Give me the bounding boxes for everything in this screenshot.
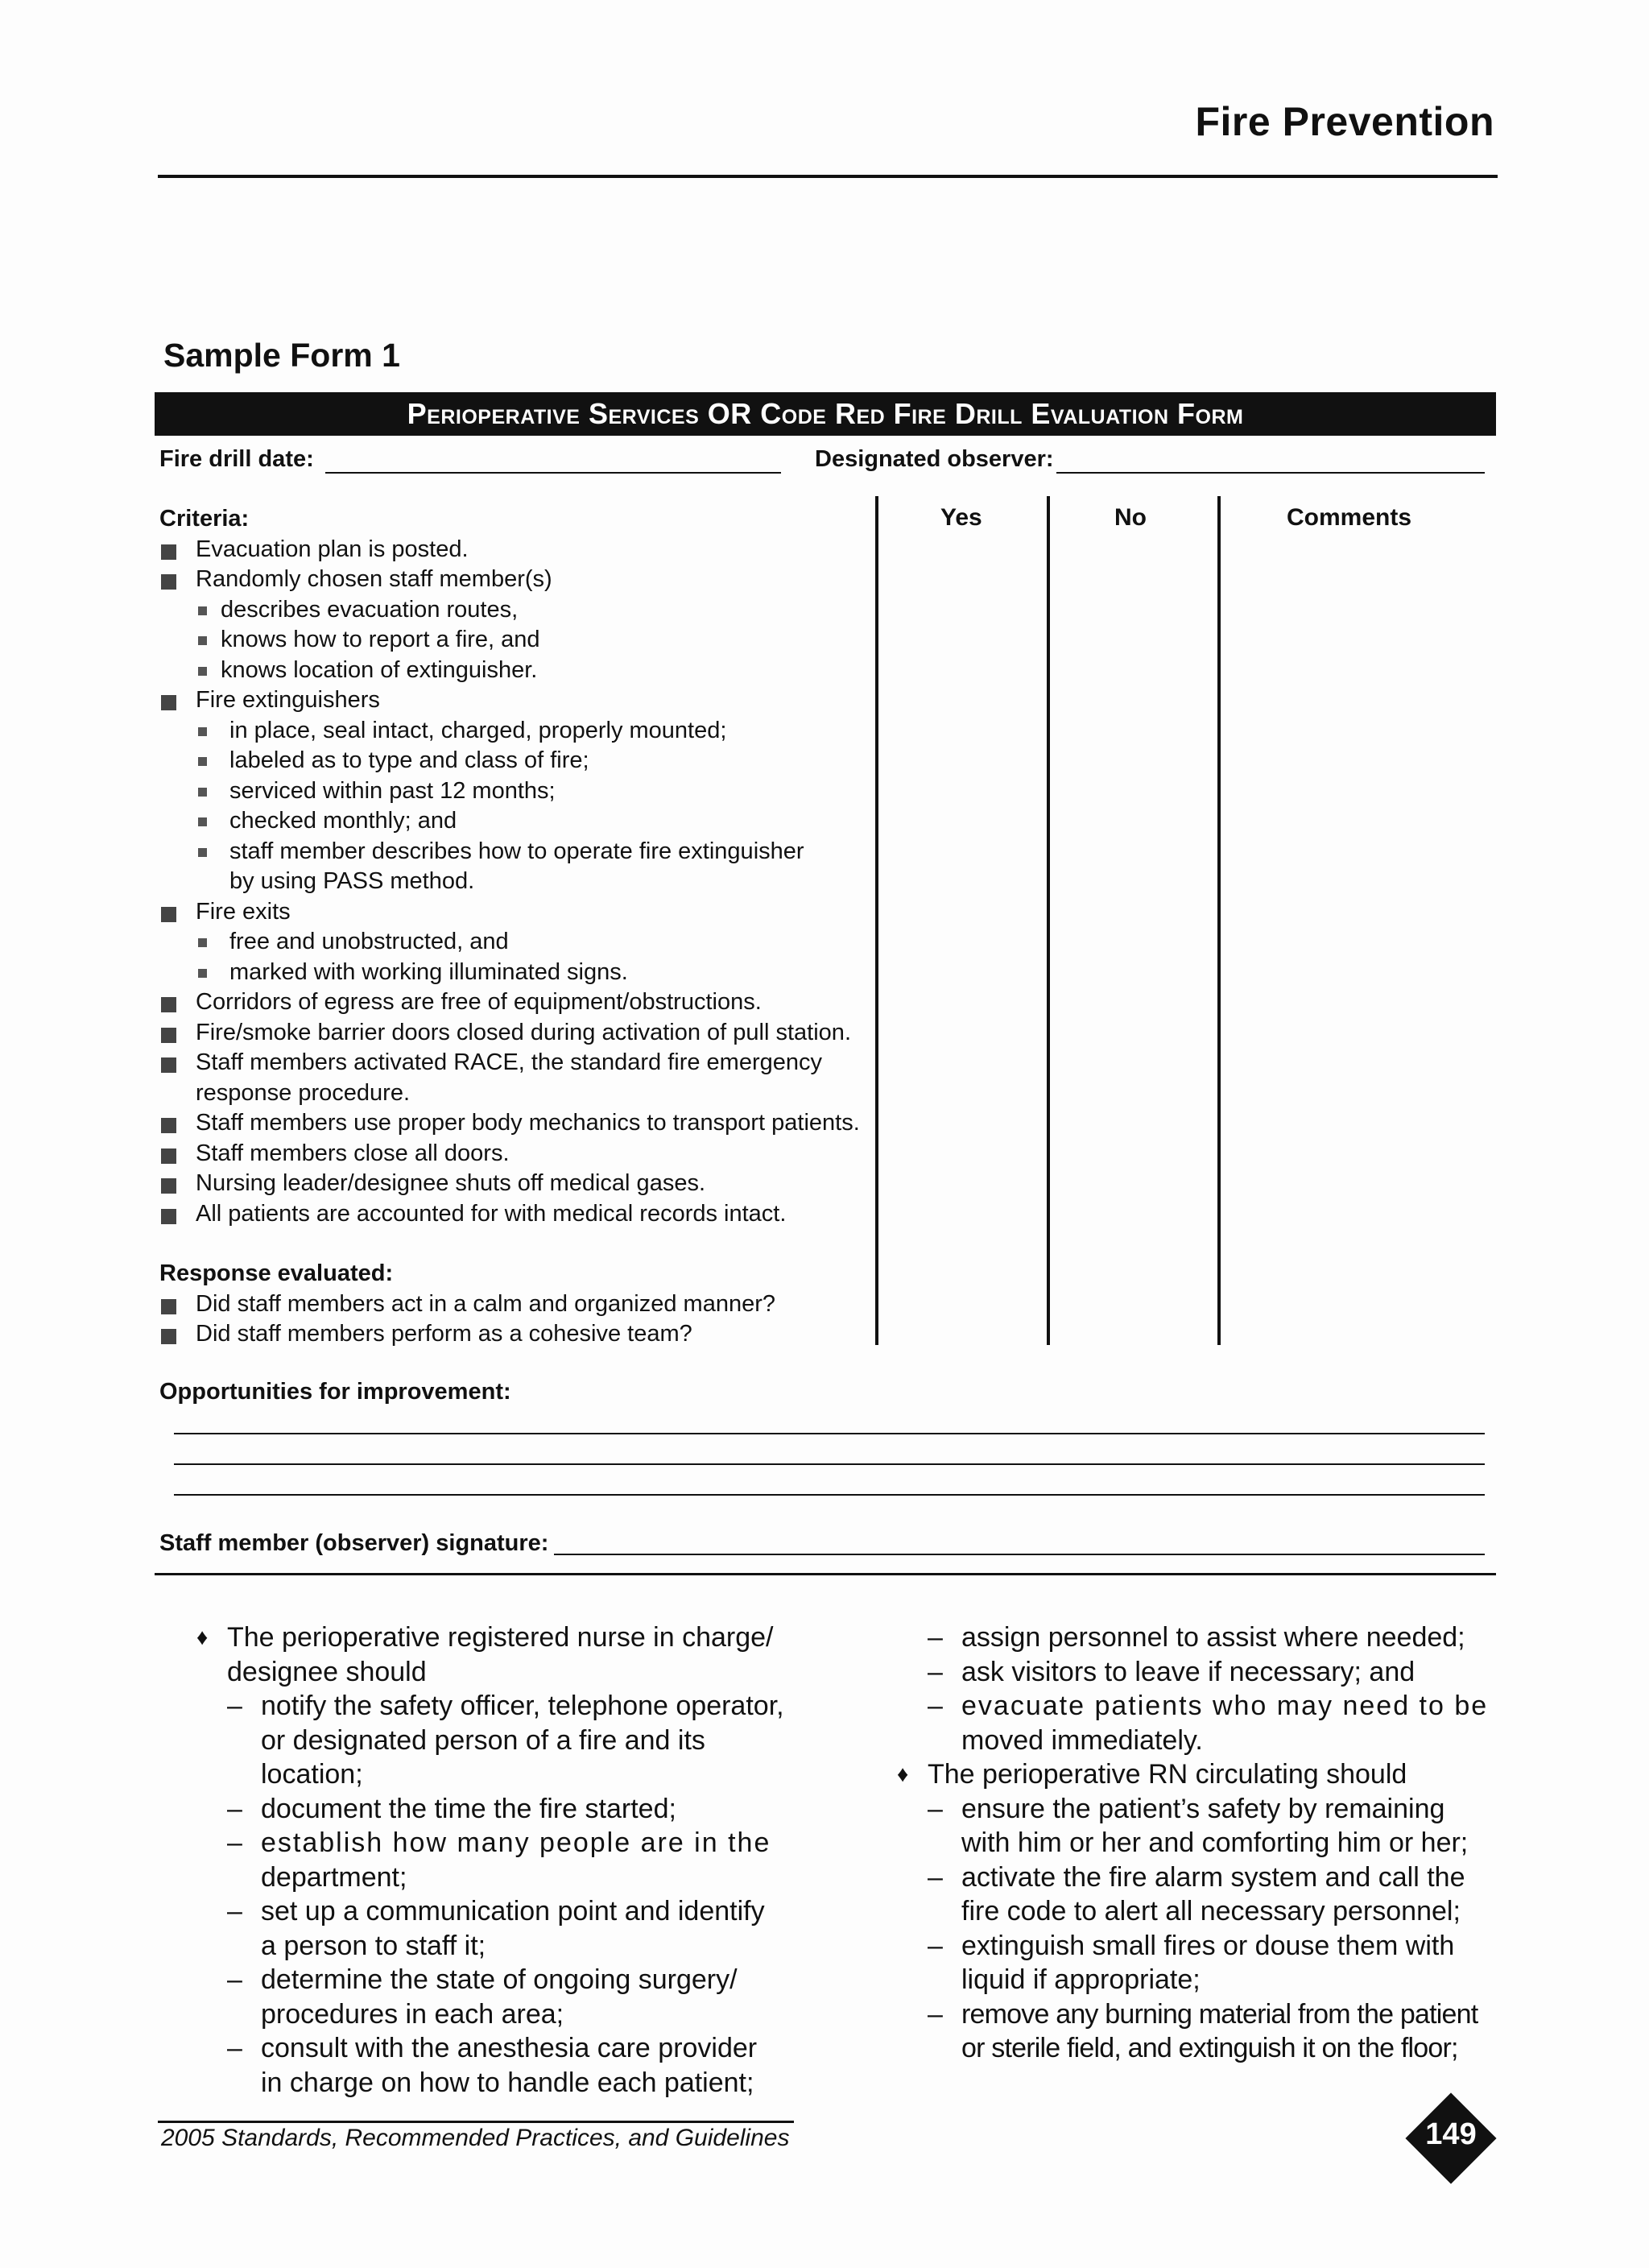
form-banner: Perioperative Services OR Code Red Fire Drill Evaluation Form <box>155 392 1496 436</box>
dash-item-continued: fire code to alert all necessary personnel; <box>961 1896 1461 1927</box>
dash-mark: – <box>227 1964 242 1995</box>
criteria-item: Fire exits <box>159 897 884 928</box>
dash-item-continued: procedures in each area; <box>261 1998 564 2030</box>
criteria-item-continued: response procedure. <box>196 1079 410 1106</box>
designated-observer-label: Designated observer: <box>815 446 1054 472</box>
criteria-item: Evacuation plan is posted. <box>159 535 884 565</box>
dash-item: – evacuate patients who may need to be <box>897 1689 1493 1724</box>
diamond-bullet-icon: ♦ <box>897 1761 909 1786</box>
dash-mark: – <box>928 1793 943 1824</box>
page-number: 149 <box>1425 2117 1477 2151</box>
criteria-subitem-continued: by using PASS method. <box>229 868 475 894</box>
criteria-subitem: in place, seal intact, charged, properly mounted; <box>159 716 884 747</box>
dash-mark: – <box>227 1691 242 1721</box>
dash-mark: – <box>227 1827 244 1858</box>
designated-observer-line[interactable] <box>1056 472 1485 474</box>
body-column-left <box>196 1620 792 2100</box>
dash-mark: – <box>227 1793 242 1824</box>
dash-item: – set up a communication point and identify <box>196 1894 792 1929</box>
criteria-item: Staff members activated RACE, the standard fire emergency <box>159 1048 884 1078</box>
dash-item: – document the time the fire started; <box>196 1792 792 1827</box>
dash-item-continued: moved immediately. <box>961 1724 1203 1756</box>
header-rule <box>158 175 1498 178</box>
footer-publication: 2005 Standards, Recommended Practices, and Guidelines <box>161 2125 790 2151</box>
column-header-comments: Comments <box>1287 504 1412 531</box>
criteria-item: All patients are accounted for with medical records intact. <box>159 1199 884 1230</box>
spacer <box>159 1229 884 1259</box>
dash-mark: – <box>928 1656 943 1687</box>
criteria-subitem: knows how to report a fire, and <box>159 625 884 656</box>
criteria-subitem: describes evacuation routes, <box>159 595 884 626</box>
dash-mark: – <box>928 1622 943 1653</box>
signature-line[interactable] <box>554 1554 1485 1555</box>
form-title: Sample Form 1 <box>163 337 400 374</box>
bullet-item: ♦ The perioperative registered nurse in charge/ <box>196 1620 792 1655</box>
diamond-bullet-icon: ♦ <box>196 1624 209 1649</box>
dash-item: – activate the fire alarm system and call the <box>897 1860 1493 1895</box>
dash-item: – consult with the anesthesia care provider <box>196 2031 792 2066</box>
criteria-item: Nursing leader/designee shuts off medical gases. <box>159 1169 884 1199</box>
fire-drill-date-label: Fire drill date: <box>159 446 314 472</box>
dash-item-continued: or sterile field, and extinguish it on the floor; <box>961 2033 1458 2063</box>
criteria-subitem: knows location of extinguisher. <box>159 656 884 686</box>
criteria-item: Staff members close all doors. <box>159 1139 884 1169</box>
dash-item: – assign personnel to assist where needed; <box>897 1620 1493 1655</box>
dash-item-continued: in charge on how to handle each patient; <box>261 2067 754 2098</box>
dash-item: – establish how many people are in the <box>196 1826 792 1860</box>
dash-mark: – <box>928 1930 943 1961</box>
footer-rule <box>158 2121 794 2123</box>
dash-item-continued: department; <box>261 1861 407 1893</box>
dash-item: – ensure the patient’s safety by remaining <box>897 1792 1493 1827</box>
criteria-subitem: free and unobstructed, and <box>159 927 884 958</box>
dash-item: – extinguish small fires or douse them with <box>897 1929 1493 1964</box>
criteria-item: Fire/smoke barrier doors closed during activation of pull station. <box>159 1018 884 1049</box>
opportunities-label: Opportunities for improvement: <box>159 1379 511 1405</box>
criteria-item: Corridors of egress are free of equipment/obstructions. <box>159 987 884 1018</box>
signature-label: Staff member (observer) signature: <box>159 1530 549 1556</box>
dash-mark: – <box>227 1896 242 1927</box>
response-item: Did staff members act in a calm and organized manner? <box>159 1289 884 1320</box>
column-header-yes: Yes <box>940 504 982 531</box>
dash-item-continued: with him or her and comforting him or her; <box>961 1827 1469 1858</box>
response-heading: Response evaluated: <box>159 1260 394 1286</box>
bullet-item: ♦ The perioperative RN circulating should <box>897 1757 1493 1792</box>
criteria-subitem: labeled as to type and class of fire; <box>159 746 884 776</box>
column-rule-no <box>1217 496 1221 1345</box>
criteria-item: Fire extinguishers <box>159 685 884 716</box>
response-item: Did staff members perform as a cohesive team? <box>159 1319 884 1350</box>
criteria-item: Randomly chosen staff member(s) <box>159 565 884 595</box>
criteria-heading: Criteria: <box>159 506 250 532</box>
dash-mark: – <box>227 2033 242 2063</box>
criteria-list <box>159 504 884 1350</box>
dash-item-continued: liquid if appropriate; <box>961 1964 1201 1995</box>
opportunities-line[interactable] <box>174 1463 1485 1465</box>
page-number-badge <box>1405 2092 1497 2184</box>
dash-item: – determine the state of ongoing surgery/ <box>196 1963 792 1997</box>
dash-mark: – <box>928 1998 943 2030</box>
dash-item-continued: a person to staff it; <box>261 1930 486 1961</box>
bullet-item-continued: designee should <box>227 1656 427 1687</box>
column-header-no: No <box>1114 504 1147 531</box>
dash-item: – notify the safety officer, telephone operator, <box>196 1689 792 1724</box>
criteria-subitem: checked monthly; and <box>159 806 884 837</box>
column-rule-yes <box>1047 496 1050 1345</box>
form-bottom-rule <box>155 1573 1496 1575</box>
opportunities-line[interactable] <box>174 1433 1485 1434</box>
body-column-right <box>897 1620 1493 2066</box>
dash-mark: – <box>928 1861 943 1893</box>
criteria-subitem: serviced within past 12 months; <box>159 776 884 807</box>
criteria-item: Staff members use proper body mechanics to transport patients. <box>159 1108 884 1139</box>
dash-item-continued: or designated person of a fire and its location; <box>261 1724 705 1790</box>
dash-item: – ask visitors to leave if necessary; and <box>897 1655 1493 1690</box>
dash-mark: – <box>928 1691 944 1721</box>
dash-item: – remove any burning material from the patient <box>897 1997 1493 2032</box>
fire-drill-date-line[interactable] <box>325 472 781 474</box>
criteria-subitem: marked with working illuminated signs. <box>159 958 884 988</box>
running-head: Fire Prevention <box>1195 99 1494 144</box>
opportunities-line[interactable] <box>174 1494 1485 1496</box>
criteria-subitem: staff member describes how to operate fire extinguisher <box>159 837 884 867</box>
